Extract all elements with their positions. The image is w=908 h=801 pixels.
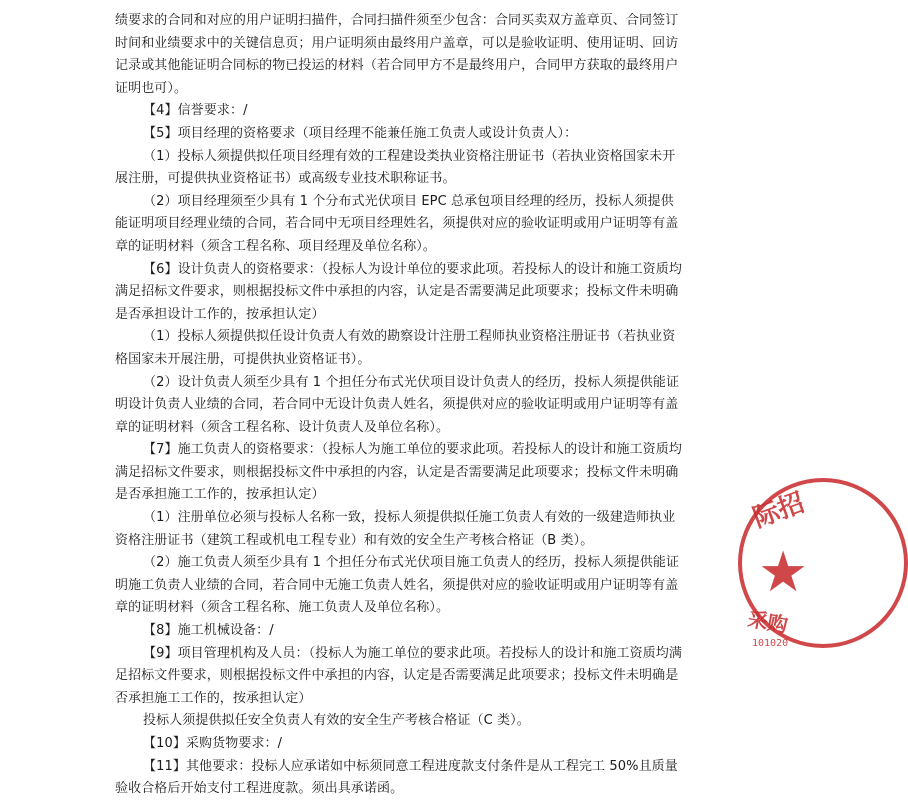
paragraph-machinery: 【8】施工机械设备：/ xyxy=(143,623,274,639)
paragraph-construction-heading: 【7】施工负责人的资格要求：（投标人为施工单位的要求此项。若投标人的设计和施工资质均满足招标文件要求，则根据投标文件中承担的内容，认定是否需要满足此项要求；投标文件未明确是否承担施工工作的，按承担认定） xyxy=(115,442,682,503)
paragraph-design-heading: 【6】设计负责人的资格要求：（投标人为设计单位的要求此项。若投标人的设计和施工资质均满足招标文件要求，则根据投标文件中承担的内容，认定是否需要满足此项要求；投标文件未明确是否承担设计工作的，按承担认定） xyxy=(115,261,682,322)
paragraph-safety-cert: 投标人须提供拟任安全负责人有效的安全生产考核合格证（C 类）。 xyxy=(143,713,530,729)
seal-digits: 101020 xyxy=(752,638,789,649)
seal-text-top: 际招 xyxy=(749,487,809,534)
star-icon: ★ xyxy=(758,540,809,605)
paragraph-goods-requirement: 【10】采购货物要求：/ xyxy=(143,736,283,751)
paragraph-pm-item-1: （1）投标人须提供拟任项目经理有效的工程建设类执业资格注册证书（若执业资格国家未开展注册，可提供执业资格证书）或高级专业技术职称证书。 xyxy=(115,148,676,187)
red-stamp-seal xyxy=(738,478,868,678)
paragraph-design-item-2: （2）设计负责人须至少具有 1 个担任分布式光伏项目设计负责人的经历，投标人须提供能证明设计负责人业绩的合同，若合同中无设计负责人姓名，须提供对应的验收证明或用户证明等有盖章的证明材料（须含工程名称、设计负责人及单位名称）。 xyxy=(115,374,680,435)
paragraph-construction-item-2: （2）施工负责人须至少具有 1 个担任分布式光伏项目施工负责人的经历，投标人须提供能证明施工负责人业绩的合同，若合同中无施工负责人姓名，须提供对应的验收证明或用户证明等有盖章的证明材料（须含工程名称、施工负责人及单位名称）。 xyxy=(115,555,680,616)
paragraph-credit-requirement: 【4】信誉要求：/ xyxy=(143,103,248,119)
paragraph-other-requirement: 【11】其他要求：投标人应承诺如中标须同意工程进度款支付条件是从工程完工 50%且质量验收合格后开始支付工程进度款。须出具承诺函。 xyxy=(115,758,678,797)
paragraph-construction-item-1: （1）注册单位必须与投标人名称一致，投标人须提供拟任施工负责人有效的一级建造师执业资格注册证书（建筑工程或机电工程专业）和有效的安全生产考核合格证（B 类）。 xyxy=(115,510,676,548)
paragraph-design-item-1: （1）投标人须提供拟任设计负责人有效的勘察设计注册工程师执业资格注册证书（若执业资格国家未开展注册，可提供执业资格证书）。 xyxy=(115,329,676,367)
paragraph-pm-item-2: （2）项目经理须至少具有 1 个分布式光伏项目 EPC 总承包项目经理的经历，投标人须提供能证明项目经理业绩的合同，若合同中无项目经理姓名，须提供对应的验收证明或用户证明等有盖章的证明材料（须含工程名称、项目经理及单位名称）。 xyxy=(115,193,679,254)
paragraph-management-heading: 【9】项目管理机构及人员：（投标人为施工单位的要求此项。若投标人的设计和施工资质均满足招标文件要求，则根据投标文件中承担的内容，认定是否需要满足此项要求；投标文件未明确是否承担施工工作的，按承担认定） xyxy=(115,645,682,706)
seal-text-bottom: 采购 xyxy=(745,606,790,638)
document-body xyxy=(115,10,683,801)
paragraph-pm-heading: 【5】项目经理的资格要求（项目经理不能兼任施工负责人或设计负责人）： xyxy=(143,125,578,141)
paragraph-intro-continuation: 绩要求的合同和对应的用户证明扫描件，合同扫描件须至少包含：合同买卖双方盖章页、合同签订时间和业绩要求中的关键信息页；用户证明须由最终用户盖章，可以是验收证明、使用证明、回访记录或其他能证明合同标的物已投运的材料（若合同甲方不是最终用户，合同甲方获取的最终用户证明也可）。 xyxy=(115,13,679,96)
